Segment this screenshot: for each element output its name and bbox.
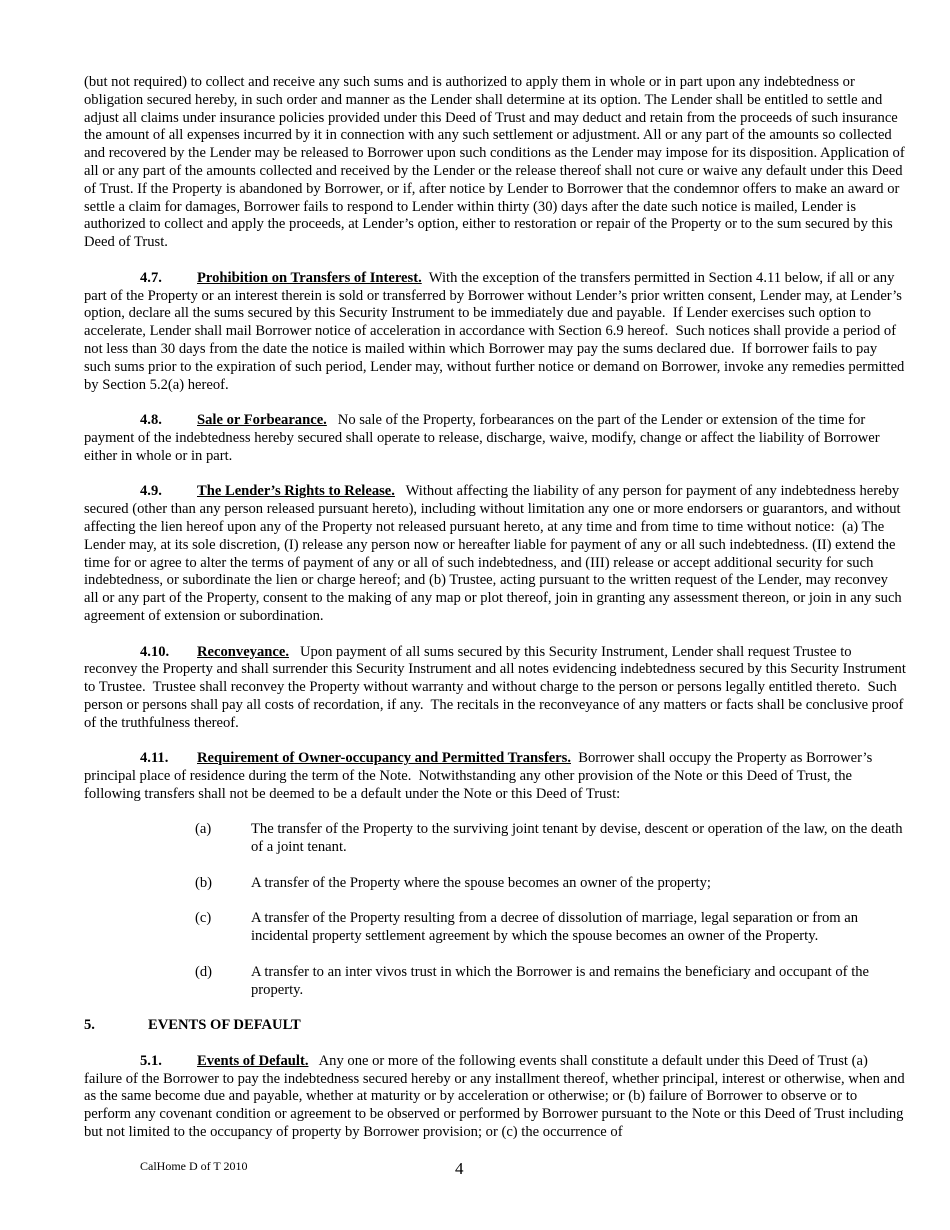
list-item-label: (b) — [195, 874, 213, 891]
document-page — [84, 74, 910, 1160]
list-item-text: A transfer of the Property resulting from a decree of dissolution of marriage, legal separation or from an incidental property settlement agreement by which the spouse becomes an owner of the Property. — [251, 910, 859, 945]
section-body: Without affecting the liability of any person for payment of any indebtedness hereby secured (other than any person released pursuant hereto), including without limitation any one or more endorsers or guarantors, and without affecting the lien hereof upon any of the Property not released pursuant hereto, at any time and from time to time without notice: (a) The Lender may, at its sole discretion, (I) release any person now or hereafter liable for payment of any or all such indebtedness. (II) extend the time for or agree to alter the terms of payment of any or all of such indebtedness, and (III) release or accept additional security for such indebtedness, or subordinate the lien or charge hereof; and (b) Trustee, acting pursuant to the written request of the Lender, may reconvey all or any part of the Property, consent to the making of any map or plot thereof, join in granting any assessment thereon, or join in any such agreement of extension or subordination. — [84, 483, 906, 624]
section-body: Any one or more of the following events shall constitute a default under this Deed of Trust (a) failure of the Borrower to pay the indebtedness secured hereby or any installment thereof, whether principal, interest or otherwise, when and as the same become due and payable, whether at maturity or by acceleration or otherwise; or (b) failure of Borrower to observe or to perform any covenant condition or agreement to be observed or performed by Borrower pursuant to the Note or this Deed of Trust including but not limited to the occupancy of property by Borrower provision; or (c) the occurrence of — [84, 1052, 909, 1141]
list-item-text: A transfer to an inter vivos trust in which the Borrower is and remains the beneficiary and occupant of the property. — [251, 963, 870, 998]
paragraph-intro: (but not required) to collect and receive any such sums and is authorized to apply them in whole or in part upon any indebtedness or obligation secured hereby, in such order and manner as the Lender shall determine at its option. The Lender shall be entitled to settle and adjust all claims under insurance policies provided under this Deed of Trust and may deduct and retain from the proceeds of such insurance the amount of all expenses incurred by it in connection with any such settlement or adjustment. All or any part of the amounts so collected and recovered by the Lender may be released to Borrower upon such conditions as the Lender may impose for its disposition. Application of all or any part of the amounts collected and received by the Lender or the release thereof shall not cure or waive any default under this Deed of Trust. If the Property is abandoned by Borrower, or if, after notice by Lender to Borrower that the condemnor offers to make an award or settle a claim for damages, Borrower fails to respond to Lender within thirty (30) days after the date such notice is mailed, Lender is authorized to collect and apply the proceeds, at Lender’s option, either to restoration or repair of the Property or to the sum secured by this Deed of Trust. — [84, 74, 905, 251]
section-4-10 — [84, 643, 910, 733]
footer-document-id: CalHome D of T 2010 — [140, 1159, 248, 1173]
list-item-label: (a) — [195, 821, 212, 838]
list-item-label: (c) — [195, 910, 212, 927]
section-body: Upon payment of all sums secured by this Security Instrument, Lender shall request Trustee to reconvey the Property and shall surrender this Security Instrument and all notes evidencing indebtedness secured by this Security Instrument to Trustee. Trustee shall reconvey the Property without warranty and without charge to the person or persons legally entitled thereto. Such person or persons shall pay all costs of recordation, if any. The recitals in the reconveyance of any matters or facts shall be conclusive proof of the truthfulness thereof. — [84, 643, 910, 731]
section-number: 4.11. — [140, 750, 169, 767]
section-title: Events of Default. — [197, 1052, 309, 1069]
section-title: The Lender’s Rights to Release. — [197, 483, 395, 500]
section-number: 4.10. — [140, 643, 170, 660]
list-item-text: A transfer of the Property where the spouse becomes an owner of the property; — [251, 874, 711, 891]
section-body: No sale of the Property, forbearances on the part of the Lender or extension of the time for payment of the indebtedness hereby secured shall operate to release, discharge, waive, modify, change or affect the liability of Borrower either in whole or in part. — [84, 412, 884, 464]
section-title: Reconveyance. — [197, 643, 289, 660]
section-4-8 — [84, 412, 906, 465]
heading-title: EVENTS OF DEFAULT — [148, 1017, 301, 1034]
section-title: Prohibition on Transfers of Interest. — [197, 269, 422, 286]
section-number: 4.9. — [140, 483, 162, 500]
section-5-1 — [84, 1052, 909, 1142]
permitted-transfers-list — [84, 821, 906, 999]
footer-page-number: 4 — [455, 1159, 464, 1178]
section-title: Sale or Forbearance. — [197, 412, 327, 429]
heading-number: 5. — [84, 1017, 95, 1034]
section-body: With the exception of the transfers permitted in Section 4.11 below, if all or any part of the Property or an interest therein is sold or transferred by Borrower without Lender’s prior written consent, Lender may, at Lender’s option, declare all the sums secured by this Security Instrument to be immediately due and payable. If Lender exercises such option to accelerate, Lender shall mail Borrower notice of acceleration in accordance with Section 6.9 hereof. Such notices shall provide a period of not less than 30 days from the date the notice is mailed within which Borrower may pay the sums declared due. If borrower fails to pay such sums prior to the expiration of such period, Lender may, without further notice or demand on Borrower, invoke any remedies permitted by Section 5.2(a) hereof. — [84, 269, 909, 393]
list-item-label: (d) — [195, 963, 213, 980]
section-4-7 — [84, 269, 909, 395]
section-title: Requirement of Owner-occupancy and Permitted Transfers. — [197, 750, 571, 767]
list-item — [84, 964, 906, 1000]
list-item — [84, 875, 906, 893]
section-body: Borrower shall occupy the Property as Borrower’s principal place of residence during the term of the Note. Notwithstanding any other provision of the Note or this Deed of Trust, the following transfers shall not be deemed to be a default under the Note or this Deed of Trust: — [84, 750, 876, 802]
section-4-9 — [84, 483, 906, 625]
section-5-heading — [84, 1017, 906, 1035]
section-number: 4.8. — [140, 412, 162, 429]
list-item — [84, 821, 906, 857]
section-number: 4.7. — [140, 269, 162, 286]
section-number: 5.1. — [140, 1052, 162, 1069]
list-item — [84, 910, 906, 946]
section-4-11 — [84, 750, 906, 803]
list-item-text: The transfer of the Property to the surviving joint tenant by devise, descent or operation of the law, on the death of a joint tenant. — [251, 821, 903, 856]
